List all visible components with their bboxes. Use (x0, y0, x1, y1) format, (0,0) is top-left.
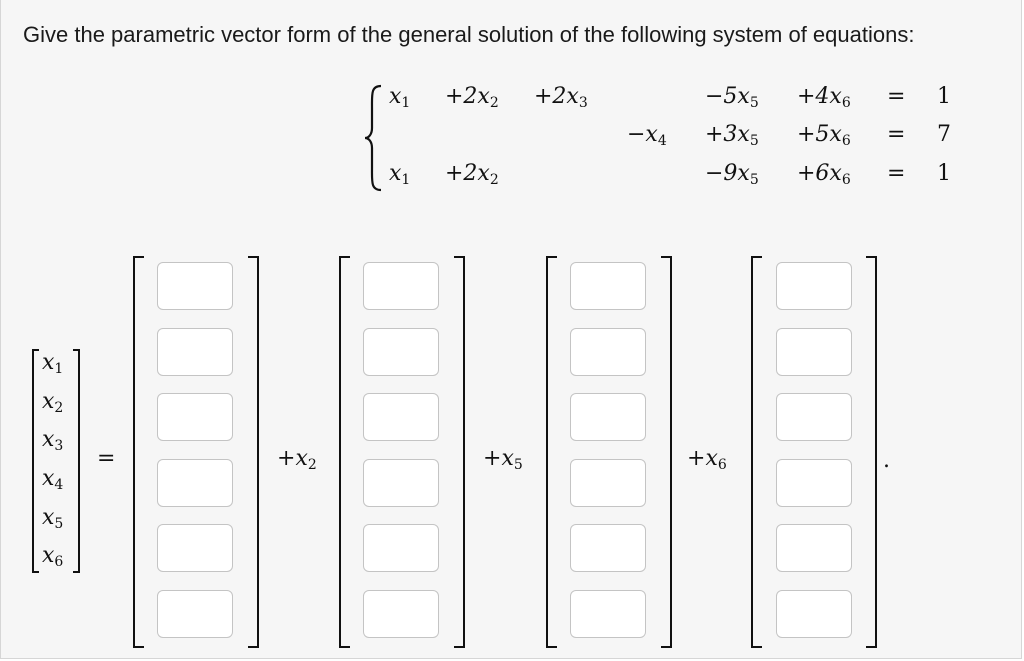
eq3-term-x1: $x_1$ (389, 161, 411, 188)
v2-right-bracket (659, 256, 673, 648)
v0-entry-1[interactable] (157, 262, 233, 310)
eq2-term-x6: $+5x_6$ (797, 122, 851, 149)
lhs-var-x1: $x_1$ (42, 350, 64, 377)
eq2-term-x4: $-x_4$ (627, 122, 667, 149)
v0-left-bracket (132, 256, 146, 648)
eq3-equals: = (887, 161, 906, 186)
lhs-var-x2: $x_2$ (42, 389, 64, 416)
eq3-term-x5: $-9x_5$ (705, 161, 759, 188)
system-left-brace (363, 84, 385, 192)
v1-entry-2[interactable] (363, 328, 439, 376)
eq2-term-x5: $+3x_5$ (705, 122, 759, 149)
v1-entry-4[interactable] (363, 459, 439, 507)
eq1-equals: = (887, 84, 906, 109)
eq1-term-x3: $+2x_3$ (534, 84, 588, 111)
lhs-var-x6: $x_6$ (42, 543, 64, 570)
v0-entry-3[interactable] (157, 393, 233, 441)
eq2-equals: = (887, 122, 906, 147)
v3-left-bracket (750, 256, 764, 648)
v0-entry-2[interactable] (157, 328, 233, 376)
v1-entry-6[interactable] (363, 590, 439, 638)
v2-entry-6[interactable] (570, 590, 646, 638)
v3-entry-1[interactable] (776, 262, 852, 310)
v0-right-bracket (246, 256, 260, 648)
v0-entry-5[interactable] (157, 524, 233, 572)
v1-entry-1[interactable] (363, 262, 439, 310)
eq1-term-x2: $+2x_2$ (445, 84, 499, 111)
v2-left-bracket (545, 256, 559, 648)
v3-entry-4[interactable] (776, 459, 852, 507)
lhs-var-x3: $x_3$ (42, 427, 64, 454)
v3-entry-6[interactable] (776, 590, 852, 638)
eq3-term-x2: $+2x_2$ (445, 161, 499, 188)
eq2-rhs: 7 (937, 122, 951, 147)
v3-entry-5[interactable] (776, 524, 852, 572)
v2-entry-2[interactable] (570, 328, 646, 376)
v3-entry-2[interactable] (776, 328, 852, 376)
lhs-right-bracket (71, 349, 81, 573)
eq3-rhs: 1 (937, 161, 951, 186)
eq1-term-x6: $+4x_6$ (797, 84, 851, 111)
v1-entry-3[interactable] (363, 393, 439, 441)
v0-entry-4[interactable] (157, 459, 233, 507)
coef-x6: $+x_6$ (687, 446, 727, 473)
coef-x2: $+x_2$ (277, 446, 317, 473)
v3-right-bracket (864, 256, 878, 648)
eq1-rhs: 1 (937, 84, 951, 109)
v0-entry-6[interactable] (157, 590, 233, 638)
lhs-left-bracket (31, 349, 41, 573)
lhs-var-x5: $x_5$ (42, 505, 64, 532)
v2-entry-1[interactable] (570, 262, 646, 310)
v3-entry-3[interactable] (776, 393, 852, 441)
question-prompt: Give the parametric vector form of the general solution of the following system of equations: (23, 22, 915, 47)
lhs-var-x4: $x_4$ (42, 466, 64, 493)
v2-entry-4[interactable] (570, 459, 646, 507)
coef-x5: $+x_5$ (483, 446, 523, 473)
v2-entry-5[interactable] (570, 524, 646, 572)
vector-equals: = (97, 446, 116, 471)
trailing-period: . (883, 448, 890, 473)
v1-right-bracket (452, 256, 466, 648)
v1-left-bracket (338, 256, 352, 648)
v1-entry-5[interactable] (363, 524, 439, 572)
v2-entry-3[interactable] (570, 393, 646, 441)
eq1-term-x5: $-5x_5$ (705, 84, 759, 111)
eq1-term-x1: $x_1$ (389, 84, 411, 111)
eq3-term-x6: $+6x_6$ (797, 161, 851, 188)
